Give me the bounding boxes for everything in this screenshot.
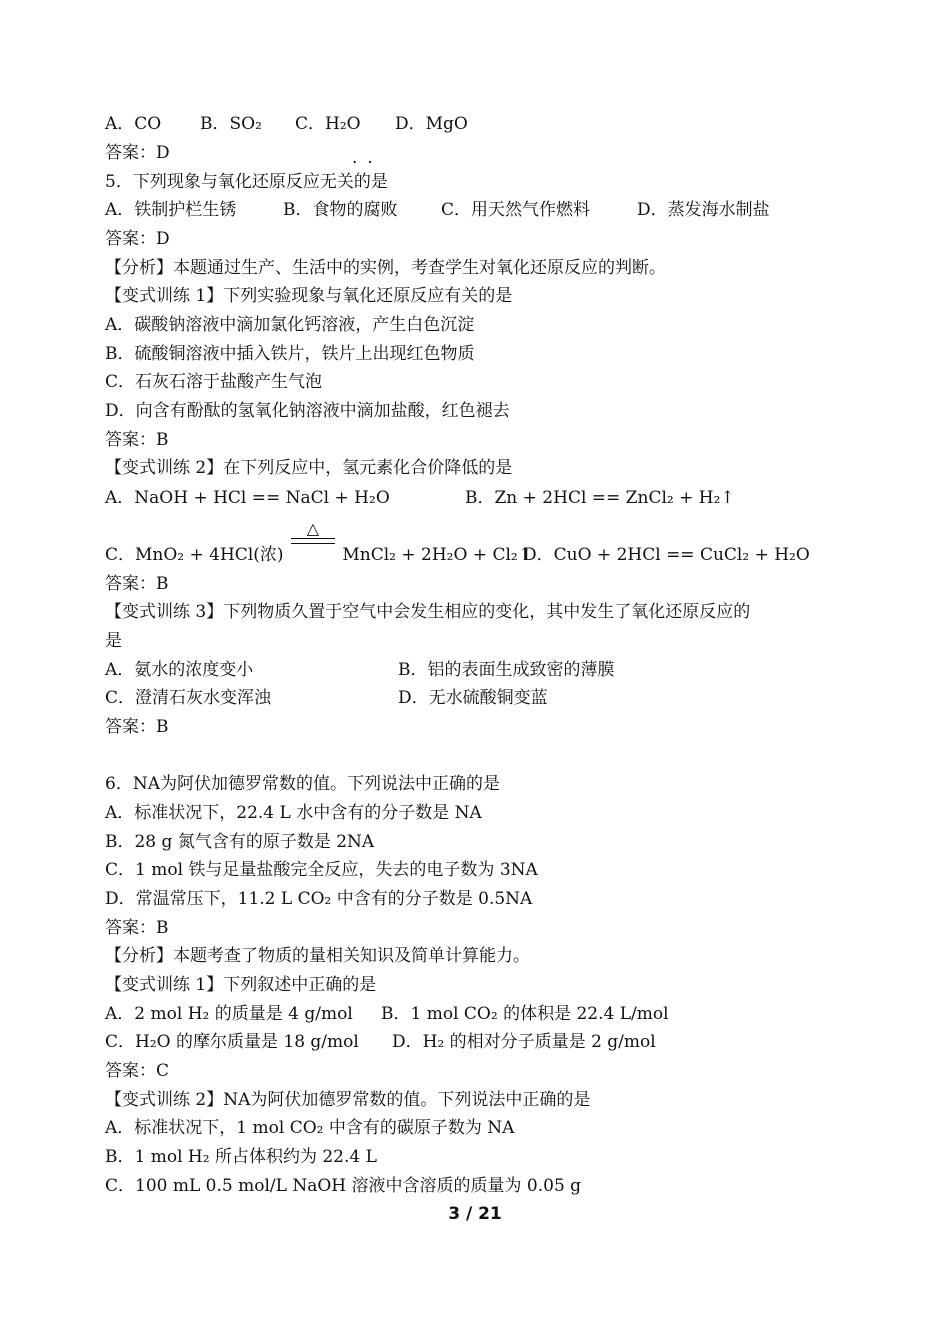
option-c: C．100 mL 0.5 mol/L NaOH 溶液中含溶质的质量为 0.05 g — [105, 1176, 582, 1196]
variant-2-question: 【变式训练 2】NA为阿伏加德罗常数的值。下列说法中正确的是 — [105, 1090, 591, 1110]
variant-1-question: 【变式训练 1】下列叙述中正确的是 — [105, 975, 377, 995]
option-c: C．1 mol 铁与足量盐酸完全反应，失去的电子数为 3NA — [105, 860, 538, 880]
option-d: D．CuO + 2HCl == CuCl₂ + H₂O — [523, 545, 810, 565]
option-a: A．铁制护栏生锈 — [105, 200, 237, 220]
option-a: A．CO — [105, 114, 162, 134]
option-b: B．铝的表面生成致密的薄膜 — [398, 660, 615, 680]
option-c: C．H₂O 的摩尔质量是 18 g/mol — [105, 1032, 359, 1052]
variant-3-question: 【变式训练 3】下列物质久置于空气中会发生相应的变化，其中发生了氧化还原反应的 — [105, 602, 751, 622]
heat-equals-sign — [289, 519, 337, 569]
option-d: D．MgO — [395, 114, 468, 134]
analysis-line: 【分析】本题通过生产、生活中的实例，考查学生对氧化还原反应的判断。 — [105, 258, 666, 278]
heat-triangle-icon: △ — [306, 519, 320, 538]
option-c: C．石灰石溶于盐酸产生气泡 — [105, 372, 323, 392]
option-a: A．标准状况下，1 mol CO₂ 中含有的碳原子数为 NA — [105, 1118, 515, 1138]
option-b: B．1 mol CO₂ 的体积是 22.4 L/mol — [381, 1004, 669, 1024]
option-a: A．标准状况下，22.4 L 水中含有的分子数是 NA — [105, 803, 482, 823]
option-d: D．无水硫酸铜变蓝 — [398, 688, 548, 708]
option-b: B．食物的腐败 — [283, 200, 398, 220]
answer-line: 答案：D — [105, 229, 170, 249]
equals-bar-top — [291, 538, 335, 539]
option-d: D．蒸发海水制盐 — [637, 200, 770, 220]
variant-3-question-cont: 是 — [105, 631, 122, 651]
option-a: A．氨水的浓度变小 — [105, 660, 254, 680]
option-d: D．H₂ 的相对分子质量是 2 g/mol — [392, 1032, 656, 1052]
option-b: B．硫酸铜溶液中插入铁片，铁片上出现红色物质 — [105, 344, 475, 364]
option-d: D．向含有酚酞的氢氧化钠溶液中滴加盐酸，红色褪去 — [105, 401, 510, 421]
question-5: 5．下列现象与氧化还原反应无关的是 — [105, 172, 388, 192]
option-d: D．常温常压下，11.2 L CO₂ 中含有的分子数是 0.5NA — [105, 889, 533, 909]
answer-line: 答案：B — [105, 574, 169, 594]
option-c-reactants: C．MnO₂ + 4HCl(浓) — [105, 545, 284, 565]
answer-line: 答案：C — [105, 1061, 170, 1081]
option-b: B．SO₂ — [200, 114, 262, 134]
question-6: 6．NA为阿伏加德罗常数的值。下列说法中正确的是 — [105, 774, 500, 794]
option-b: B．28 g 氮气含有的原子数是 2NA — [105, 832, 375, 852]
option-a: A．2 mol H₂ 的质量是 4 g/mol — [105, 1004, 353, 1024]
variant-2-question: 【变式训练 2】在下列反应中，氢元素化合价降低的是 — [105, 458, 513, 478]
variant-1-question: 【变式训练 1】下列实验现象与氧化还原反应有关的是 — [105, 286, 513, 306]
emphasis-dots: ·· — [352, 153, 383, 173]
option-c: C．H₂O — [295, 114, 361, 134]
page-number: 3 / 21 — [448, 1204, 502, 1224]
answer-line: 答案：B — [105, 717, 169, 737]
option-c: C．用天然气作燃料 — [441, 200, 591, 220]
option-a: A．碳酸钠溶液中滴加氯化钙溶液，产生白色沉淀 — [105, 315, 475, 335]
option-a: A．NaOH + HCl == NaCl + H₂O — [105, 488, 390, 508]
option-b: B．1 mol H₂ 所占体积约为 22.4 L — [105, 1147, 377, 1167]
equals-bar-bottom — [291, 543, 335, 544]
option-b: B．Zn + 2HCl == ZnCl₂ + H₂↑ — [465, 488, 735, 508]
analysis-line: 【分析】本题考查了物质的量相关知识及简单计算能力。 — [105, 946, 530, 966]
answer-line: 答案：D — [105, 143, 170, 163]
answer-line: 答案：B — [105, 430, 169, 450]
option-c: C．澄清石灰水变浑浊 — [105, 688, 272, 708]
answer-line: 答案：B — [105, 918, 169, 938]
equation-options-cd — [105, 519, 810, 569]
option-c-products: MnCl₂ + 2H₂O + Cl₂↑ — [342, 545, 532, 565]
